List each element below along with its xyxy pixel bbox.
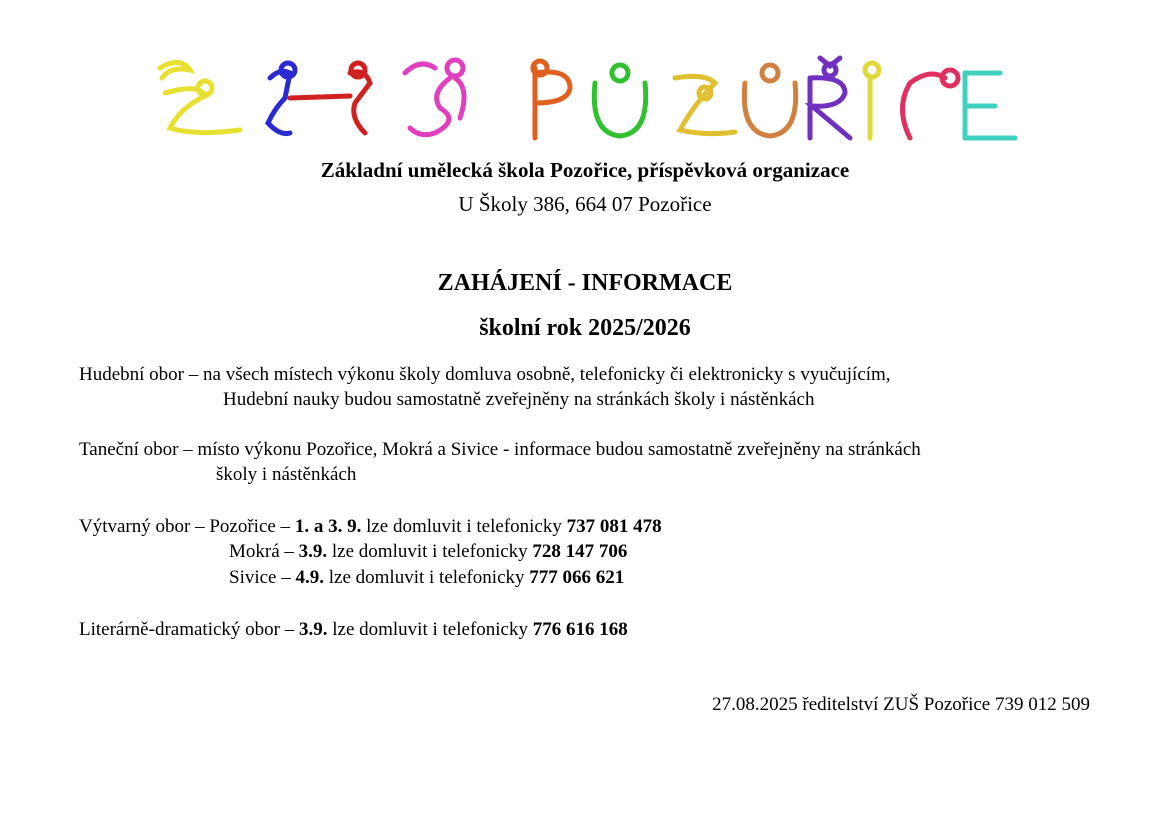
- drama-row-dates: 3.9.: [298, 619, 328, 640]
- art-row-sivice: [229, 566, 624, 590]
- art-row-sivice-prefix: Sivice –: [229, 567, 296, 588]
- music-line-2: Hudební nauky budou samostatně zveřejněny na stránkách školy i nástěnkách: [223, 389, 815, 410]
- art-row-sivice-middle: lze domluvit i telefonicky: [324, 567, 530, 588]
- dance-line-1: Taneční obor – místo výkonu Pozořice, Mokrá a Sivice - informace budou samostatně zveřejněny na stránkách: [79, 439, 921, 460]
- document-title: ZAHÁJENÍ - INFORMACE: [437, 270, 733, 296]
- art-row-pozorice: [79, 515, 662, 539]
- school-year: školní rok 2025/2026: [479, 315, 691, 341]
- drama-row-phone: 776 616 168: [532, 619, 628, 640]
- art-row-pozorice-phone: 737 081 478: [566, 516, 662, 537]
- drama-row: [79, 618, 628, 642]
- art-row-mokra-dates: 3.9.: [298, 541, 328, 562]
- art-row-sivice-dates: 4.9.: [295, 567, 324, 588]
- art-row-sivice-phone: 777 066 621: [529, 567, 625, 588]
- art-row-pozorice-prefix: Výtvarný obor – Pozořice –: [79, 516, 295, 537]
- art-row-pozorice-dates: 1. a 3. 9.: [294, 516, 362, 537]
- school-logo: [150, 48, 1030, 148]
- art-row-mokra-prefix: Mokrá –: [229, 541, 299, 562]
- drama-row-prefix: Literárně-dramatický obor –: [79, 619, 299, 640]
- art-row-pozorice-middle: lze domluvit i telefonicky: [361, 516, 567, 537]
- organization-name: Základní umělecká škola Pozořice, příspěvková organizace: [320, 158, 850, 182]
- art-row-mokra-middle: lze domluvit i telefonicky: [327, 541, 533, 562]
- signature-line: 27.08.2025 ředitelství ZUŠ Pozořice 739 012 509: [712, 694, 1090, 715]
- dance-line-2: školy i nástěnkách: [216, 464, 357, 485]
- art-row-mokra: [229, 540, 627, 564]
- art-row-mokra-phone: 728 147 706: [532, 541, 628, 562]
- drama-row-middle: lze domluvit i telefonicky: [327, 619, 533, 640]
- music-line-1: Hudební obor – na všech místech výkonu školy domluva osobně, telefonicky či elektronicky s vyučujícím,: [79, 364, 891, 385]
- organization-address: U Školy 386, 664 07 Pozořice: [458, 192, 712, 216]
